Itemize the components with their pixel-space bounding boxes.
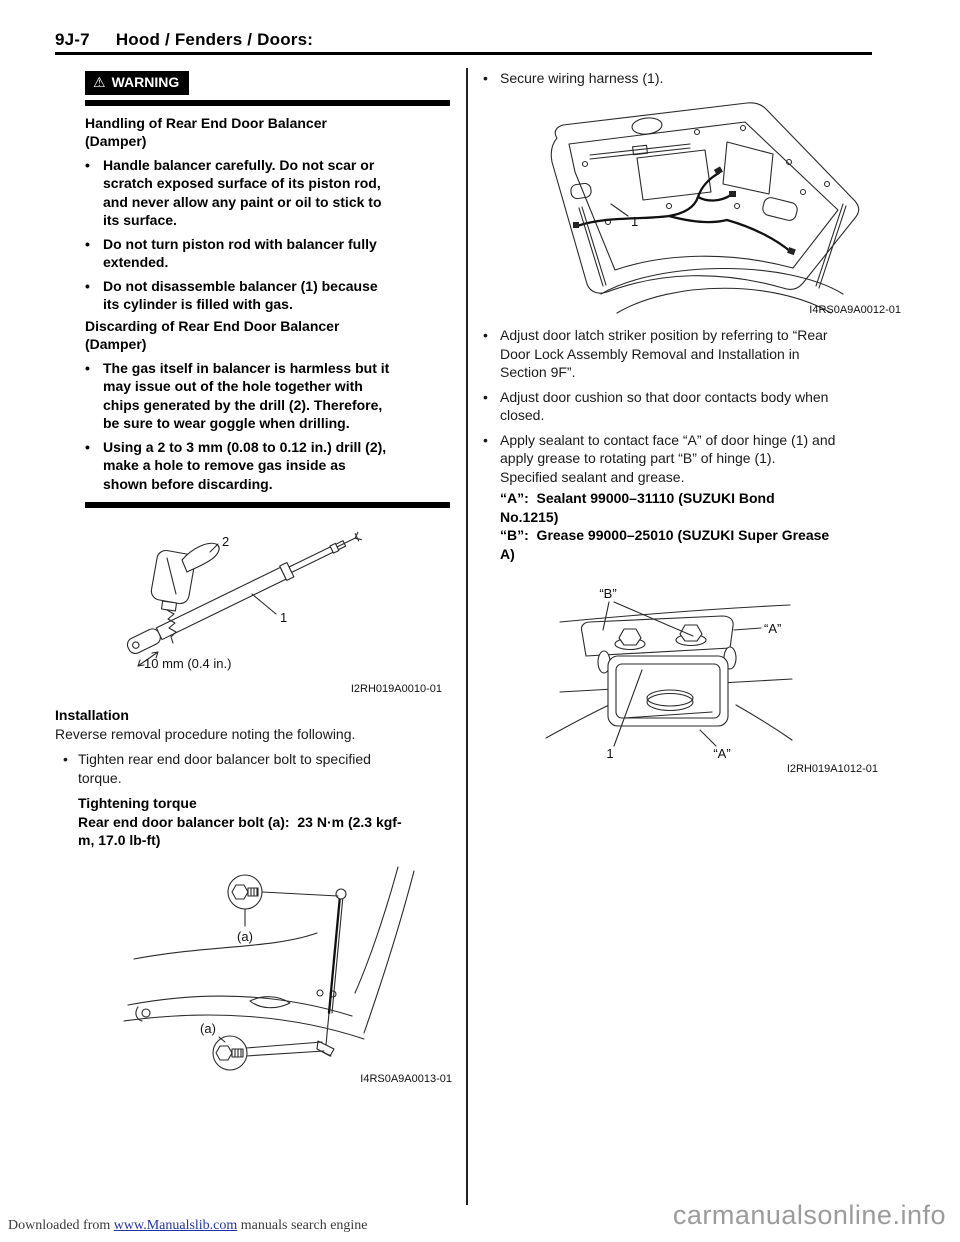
balancer-piston-rod — [289, 541, 346, 573]
balancer-bracket — [125, 627, 163, 656]
secure-harness-bullet: • Secure wiring harness (1). — [483, 64, 903, 88]
figure-balancer-bolts — [112, 863, 457, 1088]
warning-bullet: • Using a 2 to 3 mm (0.08 to 0.12 in.) drill (2), make a hole to remove gas inside as shown before discarding. — [85, 438, 450, 494]
hinge-label-b: “B” — [599, 586, 617, 601]
footer — [8, 1218, 368, 1234]
warning-badge — [85, 71, 189, 95]
warning-triangle-icon: ⚠ — [93, 74, 106, 90]
harness-drawing — [545, 100, 905, 320]
footer-suffix: manuals search engine — [237, 1218, 368, 1233]
section-number: 9J-7 — [55, 30, 90, 49]
watermark: carmanualsonline.info — [672, 1200, 946, 1230]
page-title: Hood / Fenders / Doors: — [115, 30, 314, 49]
warning-bullet: • The gas itself in balancer is harmless but it may issue out of the hole together with chips generated by the drill (2). Therefore, be sure to wear goggle when drilling. — [85, 359, 450, 433]
figure-drill-balancer — [110, 516, 450, 701]
warning-badge-label: WARNING — [111, 74, 180, 90]
footer-prefix: Downloaded from — [8, 1218, 114, 1233]
column-divider — [466, 68, 468, 1205]
sealant-grease-spec: “A”: Sealant 99000–31110 (SUZUKI Bond No.1215) “B”: Grease 99000–25010 (SUZUKI Super Grease A) — [500, 490, 830, 562]
installation-bullet: • Tighten rear end door balancer bolt to specified torque. — [55, 750, 455, 787]
bolt-label-top: (a) — [237, 929, 253, 944]
torque-heading: Tightening torque — [78, 795, 197, 811]
warning-bottom-bar — [85, 502, 450, 508]
drill-number-label: 2 — [222, 534, 230, 549]
torque-spec-block — [78, 794, 458, 850]
warning-bullet: • Handle balancer carefully. Do not scar or scratch exposed surface of its piston rod, and never allow any paint or oil to stick to its surface. — [85, 156, 450, 230]
figure-code: I2RH019A1012-01 — [786, 763, 878, 775]
harness-number-label: 1 — [631, 214, 639, 229]
torque-spec: Rear end door balancer bolt (a): 23 N·m (2.3 kgf- m, 17.0 lb-ft) — [78, 813, 402, 848]
figure-hinge — [530, 572, 905, 777]
right-bullet: • Adjust door cushion so that door contacts body when closed. — [483, 388, 911, 425]
hinge-label-a-right: “A” — [764, 621, 782, 636]
balancer-number-label: 1 — [280, 610, 288, 625]
dimension-label: 10 mm (0.4 in.) — [144, 656, 232, 671]
balancer-bolts-drawing — [112, 863, 457, 1088]
balancer-strut — [329, 896, 340, 1013]
warning-heading-discarding: Discarding of Rear End Door Balancer (Damper) — [85, 317, 340, 352]
right-bullet: • Apply sealant to contact face “A” of door hinge (1) and apply grease to rotating part “B” of hinge (1). Specified sealant and grease. — [483, 431, 911, 487]
header-rule — [55, 52, 872, 55]
bolt-label-bottom: (a) — [200, 1021, 216, 1036]
warning-box — [85, 71, 450, 508]
door-inner-line — [569, 122, 838, 270]
warning-top-bar — [85, 100, 450, 106]
installation-section — [55, 706, 455, 787]
figure-harness — [545, 100, 905, 320]
figure-code: I4RS0A9A0013-01 — [360, 1073, 452, 1085]
right-bullet: • Adjust door latch striker position by referring to “Rear Door Lock Assembly Removal and Installation in Section 9F”. — [483, 326, 911, 382]
warning-heading-handling: Handling of Rear End Door Balancer (Damper) — [85, 114, 327, 149]
hinge-label-one: 1 — [606, 746, 614, 761]
adjustment-bullets — [483, 320, 911, 486]
page-header — [55, 30, 313, 50]
installation-heading: Installation — [55, 707, 129, 723]
figure-code: I2RH019A0010-01 — [350, 683, 442, 695]
door-outline — [551, 103, 859, 293]
hinge-drawing — [530, 572, 905, 777]
wiring-harness — [573, 166, 796, 255]
figure-code: I4RS0A9A0012-01 — [809, 304, 901, 316]
manualslib-link[interactable]: www.Manualslib.com — [113, 1218, 238, 1233]
drill-balancer-drawing — [110, 516, 450, 701]
warning-bullet: • Do not disassemble balancer (1) because its cylinder is filled with gas. — [85, 277, 450, 314]
warning-bullet: • Do not turn piston rod with balancer fully extended. — [85, 235, 450, 272]
hinge-label-a-bottom: “A” — [713, 746, 731, 761]
installation-intro: Reverse removal procedure noting the following. — [55, 725, 356, 742]
